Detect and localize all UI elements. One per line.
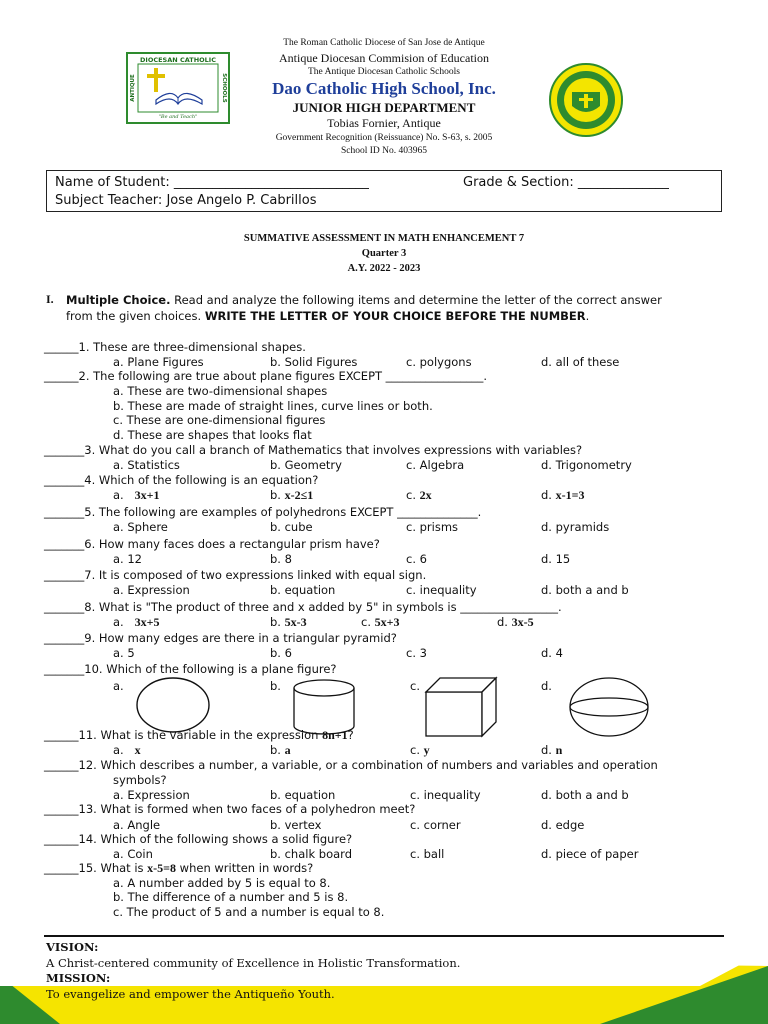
- q12-option-a: a. Expression: [113, 788, 190, 802]
- q13-option-c: c. corner: [410, 818, 461, 832]
- question-13: ______13. What is formed when two faces of a polyhedron meet?: [44, 802, 416, 816]
- q12-option-c: c. inequality: [410, 788, 481, 802]
- vision-label: VISION:: [46, 940, 99, 954]
- q9-option-a: a. 5: [113, 646, 135, 660]
- question-1: ______1. These are three-dimensional shapes.: [44, 340, 306, 354]
- diocesan-logo: [126, 52, 230, 124]
- logo-left-text: ANTIQUE: [130, 74, 136, 102]
- logo-top-text: DIOCESAN CATHOLIC: [140, 56, 216, 64]
- q9-option-c: c. 3: [406, 646, 427, 660]
- q4-option-a-letter: a.: [113, 488, 124, 502]
- q4-option-c-letter: c.: [406, 488, 416, 502]
- instructions-text-1: Read and analyze the following items and determine the letter of the correct answer: [170, 293, 662, 307]
- question-5: _______5. The following are examples of polyhedrons EXCEPT ______________.: [44, 505, 482, 519]
- q8-option-c-expr: 5x+3: [374, 615, 400, 629]
- q11-option-b: [270, 743, 291, 758]
- q11-option-b-letter: b.: [270, 743, 281, 757]
- q1-option-b: b. Solid Figures: [270, 355, 358, 369]
- q3-option-c: c. Algebra: [406, 458, 465, 472]
- q4-option-d: [541, 488, 584, 503]
- address: Tobias Fornier, Antique: [327, 116, 441, 130]
- q9-option-b: b. 6: [270, 646, 292, 660]
- q13-option-a: a. Angle: [113, 818, 161, 832]
- instructions-line-2: [66, 309, 589, 323]
- school-seal: [548, 62, 624, 138]
- q15-end: when written in words?: [176, 861, 314, 875]
- q10-option-b-letter: b.: [270, 679, 281, 693]
- q10-option-d-letter: d.: [541, 679, 552, 693]
- q4-option-c-expr: 2x: [419, 488, 432, 502]
- question-12: ______12. Which describes a number, a variable, or a combination of numbers and variables and operation: [44, 758, 658, 772]
- q4-option-b-letter: b.: [270, 488, 281, 502]
- instructions-text-2: from the given choices.: [66, 309, 205, 323]
- q14-option-c: c. ball: [410, 847, 445, 861]
- q11-text: ______11. What is the variable in the expression: [44, 728, 323, 742]
- diocesan-logo-art: [126, 52, 230, 124]
- question-11: [44, 728, 354, 743]
- commission-line: Antique Diocesan Commision of Education: [279, 51, 489, 65]
- q4-option-c: [406, 488, 432, 503]
- q8-option-d-expr: 3x-5: [511, 615, 534, 629]
- q5-option-d: d. pyramids: [541, 520, 610, 534]
- question-2: ______2. The following are true about plane figures EXCEPT _________________.: [44, 369, 488, 383]
- q15-option-c: c. The product of 5 and a number is equal to 8.: [113, 905, 385, 919]
- student-name-field[interactable]: Name of Student: ______________________________: [55, 175, 369, 190]
- instructions-end: .: [585, 309, 590, 323]
- vision-text: A Christ-centered community of Excellence in Holistic Transformation.: [46, 956, 461, 970]
- q7-option-a: a. Expression: [113, 583, 190, 597]
- q4-option-b: [270, 488, 313, 503]
- q3-option-a: a. Statistics: [113, 458, 180, 472]
- q8-option-b-letter: b.: [270, 615, 281, 629]
- question-7: _______7. It is composed of two expressions linked with equal sign.: [44, 568, 427, 582]
- gov-recognition: Government Recognition (Reissuance) No. S-63, s. 2005: [275, 133, 493, 143]
- q8-option-b-expr: 5x-3: [284, 615, 307, 629]
- footer-decoration: [0, 926, 768, 1024]
- question-3: _______3. What do you call a branch of Mathematics that involves expressions with variables?: [44, 443, 583, 457]
- q11-expression: 8n+1: [322, 728, 348, 742]
- q6-option-b: b. 8: [270, 552, 292, 566]
- q1-option-a: a. Plane Figures: [113, 355, 204, 369]
- school-name: Dao Catholic High School, Inc.: [272, 79, 496, 98]
- q14-option-a: a. Coin: [113, 847, 153, 861]
- q10-cube-figure: [424, 676, 500, 738]
- q8-option-b: [270, 615, 307, 630]
- q11-end: ?: [347, 728, 354, 742]
- instructions-heading: Multiple Choice.: [66, 293, 171, 307]
- student-info-box: [46, 170, 722, 212]
- question-8: _______8. What is "The product of three and x added by 5" in symbols is _________________.: [44, 600, 562, 614]
- q8-option-c-letter: c.: [361, 615, 371, 629]
- q11-option-c-value: y: [423, 743, 430, 757]
- q11-option-a: [113, 743, 141, 758]
- q8-option-d-letter: d.: [497, 615, 508, 629]
- grade-section-field[interactable]: Grade & Section: ______________: [463, 175, 669, 190]
- q3-option-d: d. Trigonometry: [541, 458, 632, 472]
- q1-option-c: c. polygons: [406, 355, 472, 369]
- logo-motto: "Be and Teach": [158, 114, 198, 120]
- q15-option-b: b. The difference of a number and 5 is 8.: [113, 890, 349, 904]
- q7-option-b: b. equation: [270, 583, 336, 597]
- section-numeral: I.: [46, 292, 54, 306]
- q8-option-c: [361, 615, 399, 630]
- q2-option-a: a. These are two-dimensional shapes: [113, 384, 328, 398]
- logo-right-text: SCHOOLS: [221, 73, 227, 103]
- q5-option-b: b. cube: [270, 520, 313, 534]
- q13-option-b: b. vertex: [270, 818, 322, 832]
- schools-line: The Antique Diocesan Catholic Schools: [308, 67, 460, 77]
- q10-option-c-letter: c.: [410, 679, 420, 693]
- q4-option-a: [113, 488, 160, 503]
- q10-option-a-letter: a.: [113, 679, 124, 693]
- q11-option-a-value: x: [134, 743, 141, 757]
- q7-option-c: c. inequality: [406, 583, 477, 597]
- q5-option-a: a. Sphere: [113, 520, 168, 534]
- question-15: [44, 861, 313, 876]
- subject-teacher: Subject Teacher: Jose Angelo P. Cabrillos: [55, 193, 317, 208]
- instructions-line-1: [66, 293, 662, 307]
- q2-option-b: b. These are made of straight lines, curve lines or both.: [113, 399, 433, 413]
- q15-expression: x-5=8: [147, 861, 177, 875]
- q2-option-d: d. These are shapes that looks flat: [113, 428, 312, 442]
- q8-option-a-letter: a.: [113, 615, 124, 629]
- q3-option-b: b. Geometry: [270, 458, 342, 472]
- question-10: _______10. Which of the following is a plane figure?: [44, 662, 337, 676]
- q8-option-a-expr: 3x+5: [134, 615, 160, 629]
- q10-circle-figure: [135, 676, 211, 734]
- q4-option-d-letter: d.: [541, 488, 552, 502]
- question-12-continued: symbols?: [113, 773, 167, 787]
- q4-option-b-expr: x-2≤1: [284, 488, 314, 502]
- q10-sphere-figure: [568, 676, 650, 738]
- mission-text: To evangelize and empower the Antiqueño Youth.: [46, 987, 335, 1001]
- mission-label: MISSION:: [46, 971, 111, 985]
- q1-option-d: d. all of these: [541, 355, 620, 369]
- q12-option-d: d. both a and b: [541, 788, 629, 802]
- q2-option-c: c. These are one-dimensional figures: [113, 413, 326, 427]
- q11-option-b-value: a: [284, 743, 291, 757]
- academic-year: A.Y. 2022 - 2023: [347, 263, 421, 274]
- instructions-emphasis: WRITE THE LETTER OF YOUR CHOICE BEFORE THE NUMBER: [204, 309, 586, 323]
- q11-option-d-letter: d.: [541, 743, 552, 757]
- question-9: _______9. How many edges are there in a triangular pyramid?: [44, 631, 397, 645]
- q4-option-d-expr: x-1=3: [555, 488, 585, 502]
- q12-option-b: b. equation: [270, 788, 336, 802]
- q6-option-d: d. 15: [541, 552, 571, 566]
- q15-option-a: a. A number added by 5 is equal to 8.: [113, 876, 331, 890]
- q9-option-d: d. 4: [541, 646, 563, 660]
- assessment-title: SUMMATIVE ASSESSMENT IN MATH ENHANCEMENT 7: [243, 233, 525, 244]
- diocese-line: The Roman Catholic Diocese of San Jose de Antique: [283, 38, 485, 48]
- q11-option-a-letter: a.: [113, 743, 124, 757]
- q11-option-c: [410, 743, 430, 758]
- q8-option-a: [113, 615, 160, 630]
- q6-option-a: a. 12: [113, 552, 142, 566]
- q7-option-d: d. both a and b: [541, 583, 629, 597]
- q13-option-d: d. edge: [541, 818, 585, 832]
- department: JUNIOR HIGH DEPARTMENT: [292, 100, 476, 115]
- q5-option-c: c. prisms: [406, 520, 459, 534]
- q14-option-d: d. piece of paper: [541, 847, 639, 861]
- q6-option-c: c. 6: [406, 552, 427, 566]
- quarter: Quarter 3: [361, 248, 407, 259]
- q11-option-c-letter: c.: [410, 743, 420, 757]
- school-id: School ID No. 403965: [340, 146, 428, 156]
- school-seal-art: [548, 62, 624, 138]
- q14-option-b: b. chalk board: [270, 847, 352, 861]
- q8-option-d: [497, 615, 534, 630]
- q11-option-d: [541, 743, 562, 758]
- q11-option-d-value: n: [555, 743, 563, 757]
- q15-text: ______15. What is: [44, 861, 148, 875]
- question-4: _______4. Which of the following is an equation?: [44, 473, 319, 487]
- question-14: ______14. Which of the following shows a solid figure?: [44, 832, 353, 846]
- question-6: _______6. How many faces does a rectangular prism have?: [44, 537, 380, 551]
- q4-option-a-expr: 3x+1: [134, 488, 160, 502]
